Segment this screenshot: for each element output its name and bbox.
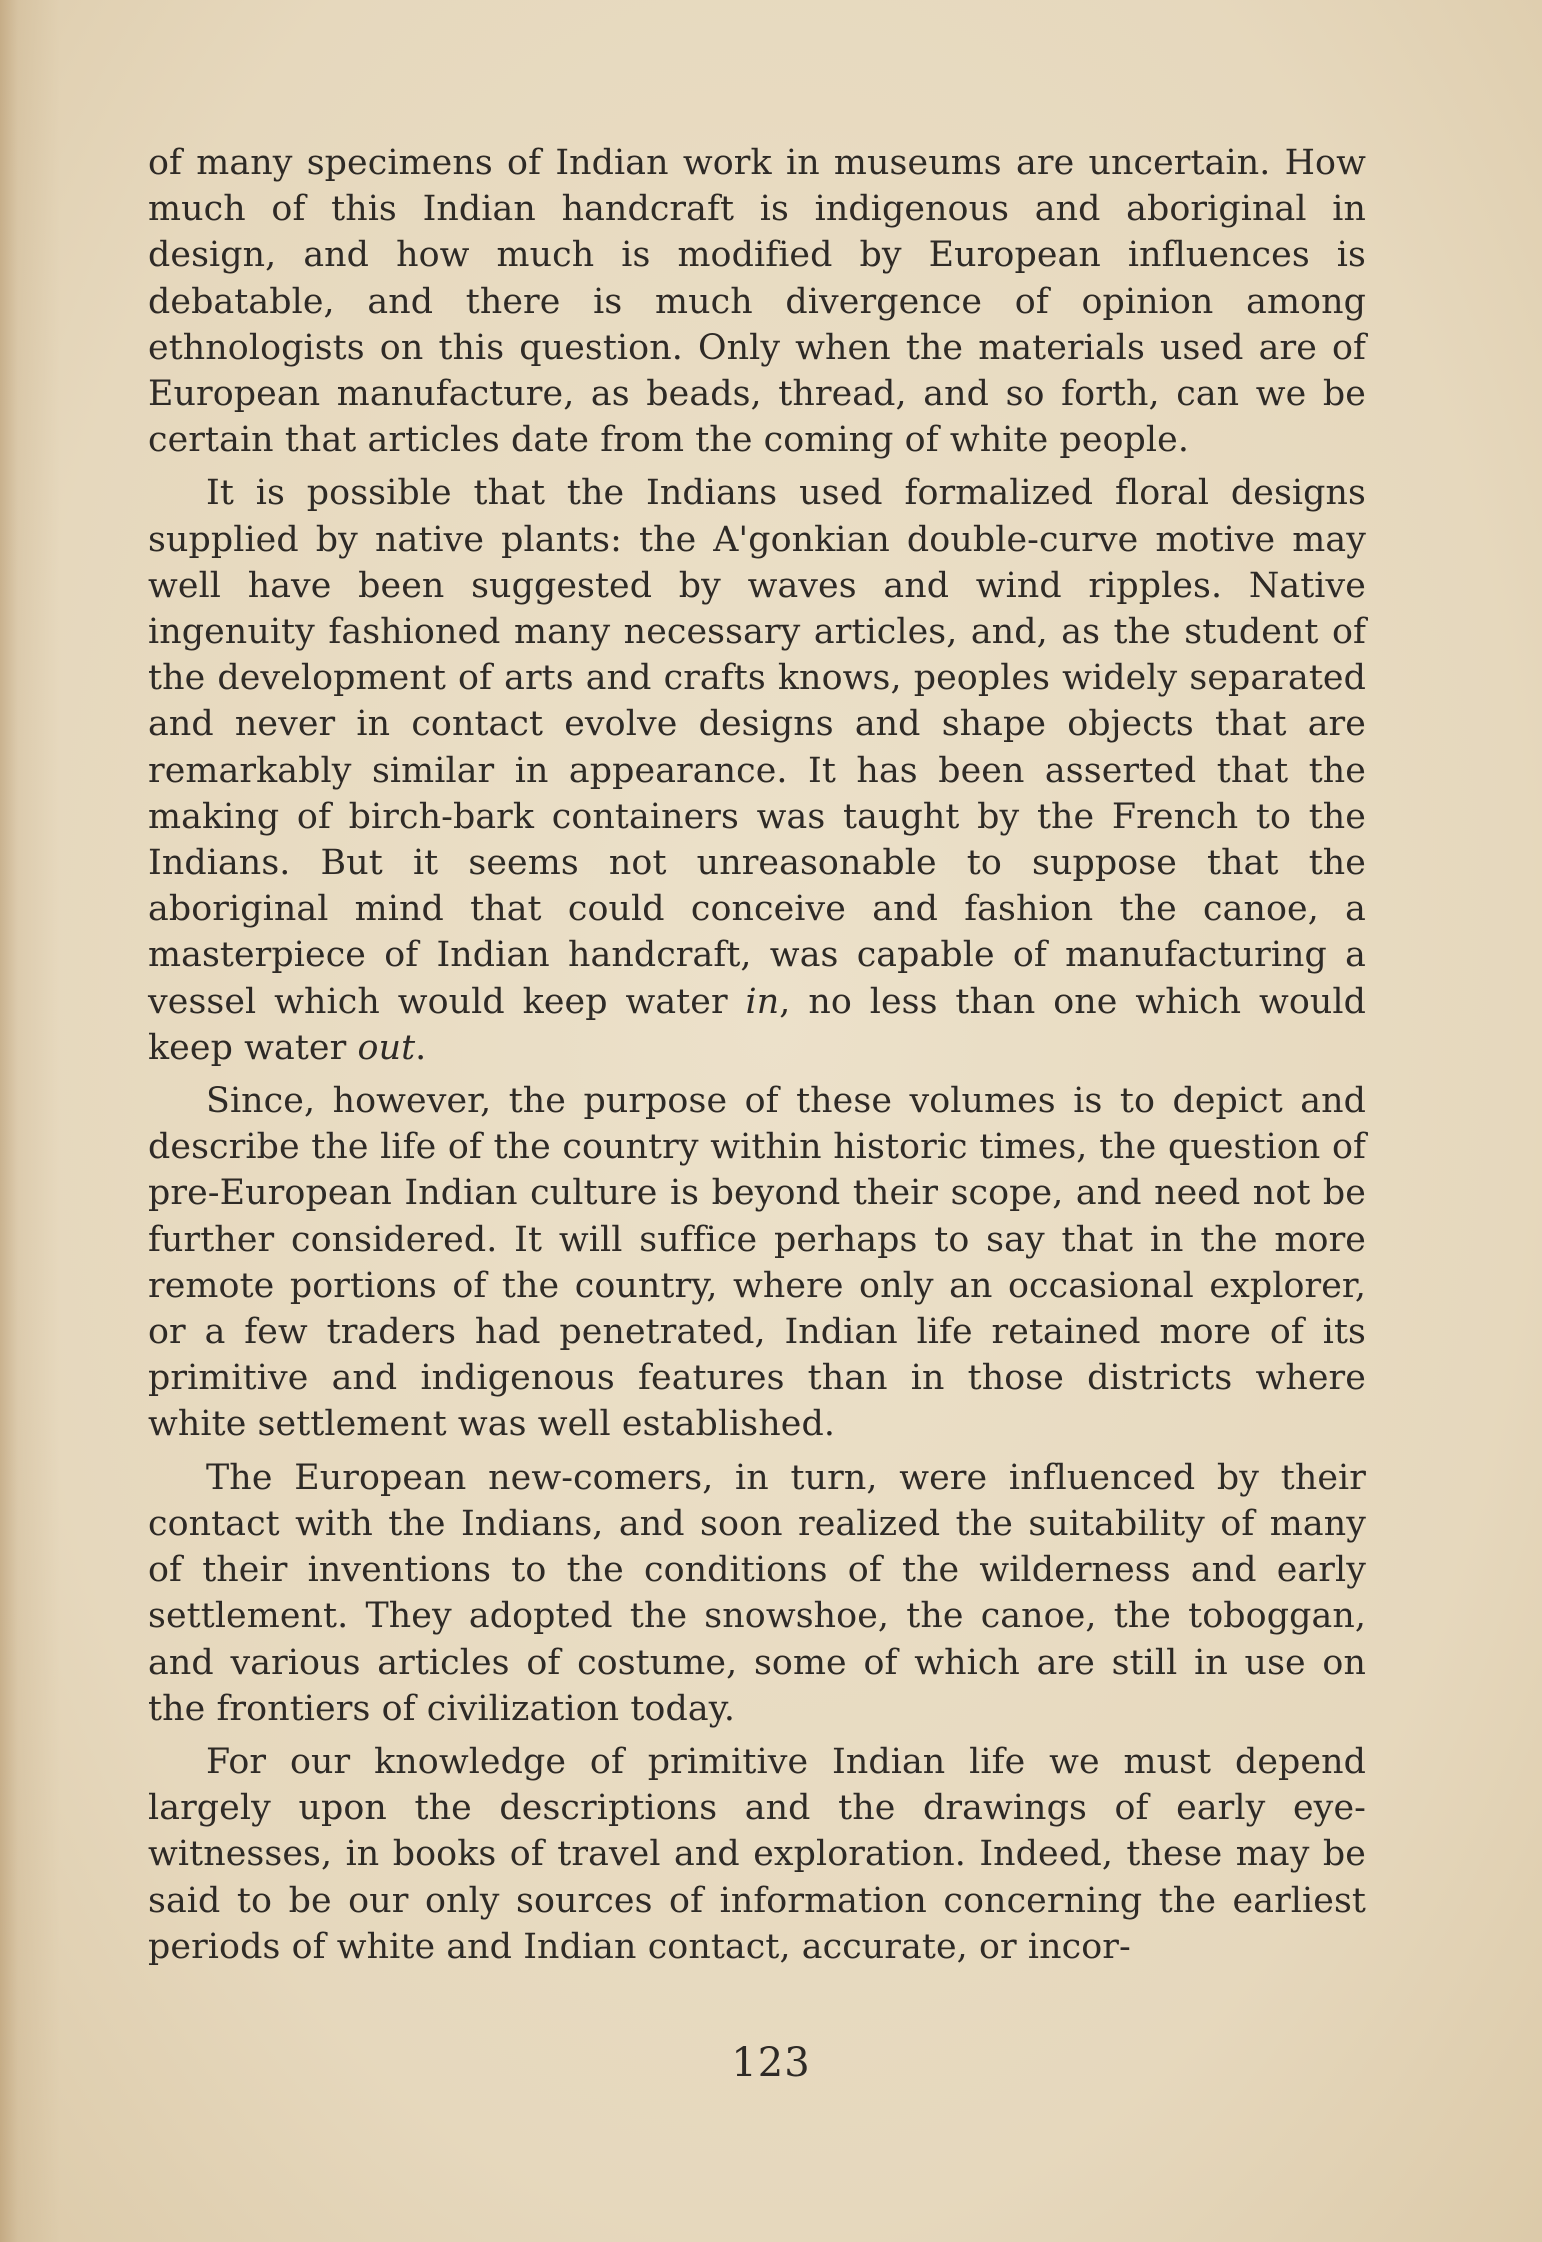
paragraph-4-text: The European new-comers, in turn, were influenced by their contact with the Indians, and soon realized the suitability of many of their inventions to the conditions of the wilderness and early settlement. They adopted the snowshoe, the canoe, the toboggan, and various articles of costume, some of which are still in use on the frontiers of civilization today. bbox=[148, 1457, 1366, 1729]
paragraph-3-text: Since, however, the purpose of these volumes is to depict and describe the life of the country within historic times, the question of pre-European Indian culture is beyond their scope, and need not be further considered. It will suffice perhaps to say that in the more remote portions of the country, where only an occasional explorer, or a few traders had penetrated, Indian life retained more of its primitive and indigenous features than in those districts where white settlement was well established. bbox=[148, 1081, 1366, 1445]
paragraph-2-text-a: It is possible that the Indians used formalized floral designs supplied by native plants: the A'gonkian double-curve motive may well have been suggested by waves and wind ripples. Native ingenuity fashioned many necessary articles, and, as the student of the development of arts and crafts knows, peoples widely separated and never in contact evolve designs and shape objects that are remarkably similar in appearance. It has been asserted that the making of birch-bark containers was taught by the French to the Indians. But it seems not unreasonable to suppose that the aboriginal mind that could conceive and fashion the canoe, a masterpiece of Indian handcraft, was capable of manufacturing a vessel which would keep water bbox=[148, 473, 1366, 1022]
paragraph-2 bbox=[148, 470, 1366, 1071]
paragraph-1-text: of many specimens of Indian work in museums are uncertain. How much of this Indian handcraft is indigenous and aboriginal in design, and how much is modified by European influences is debatable, and there is much divergence of opinion among ethnologists on this question. Only when the materials used are of European manufacture, as beads, thread, and so forth, can we be certain that articles date from the coming of white people. bbox=[148, 143, 1366, 461]
paragraph-5 bbox=[148, 1739, 1366, 1970]
italic-word-in: in bbox=[745, 981, 780, 1022]
italic-word-out: out bbox=[357, 1027, 416, 1068]
paragraph-1 bbox=[148, 140, 1366, 463]
paragraph-4 bbox=[148, 1455, 1366, 1732]
page-number: 123 bbox=[731, 2040, 811, 2086]
paragraph-5-text: For our knowledge of primitive Indian life we must depend largely upon the descriptions and the drawings of early eye-witnesses, in books of travel and exploration. Indeed, these may be said to be our only sources of information concerning the earliest periods of white and Indian contact, accurate, or incor- bbox=[148, 1741, 1366, 1967]
paragraph-2-text-b: , no less than one which would keep water bbox=[148, 981, 1366, 1068]
paragraph-3 bbox=[148, 1078, 1366, 1448]
body-text bbox=[148, 140, 1366, 1977]
paragraph-2-text-c: . bbox=[415, 1027, 427, 1068]
